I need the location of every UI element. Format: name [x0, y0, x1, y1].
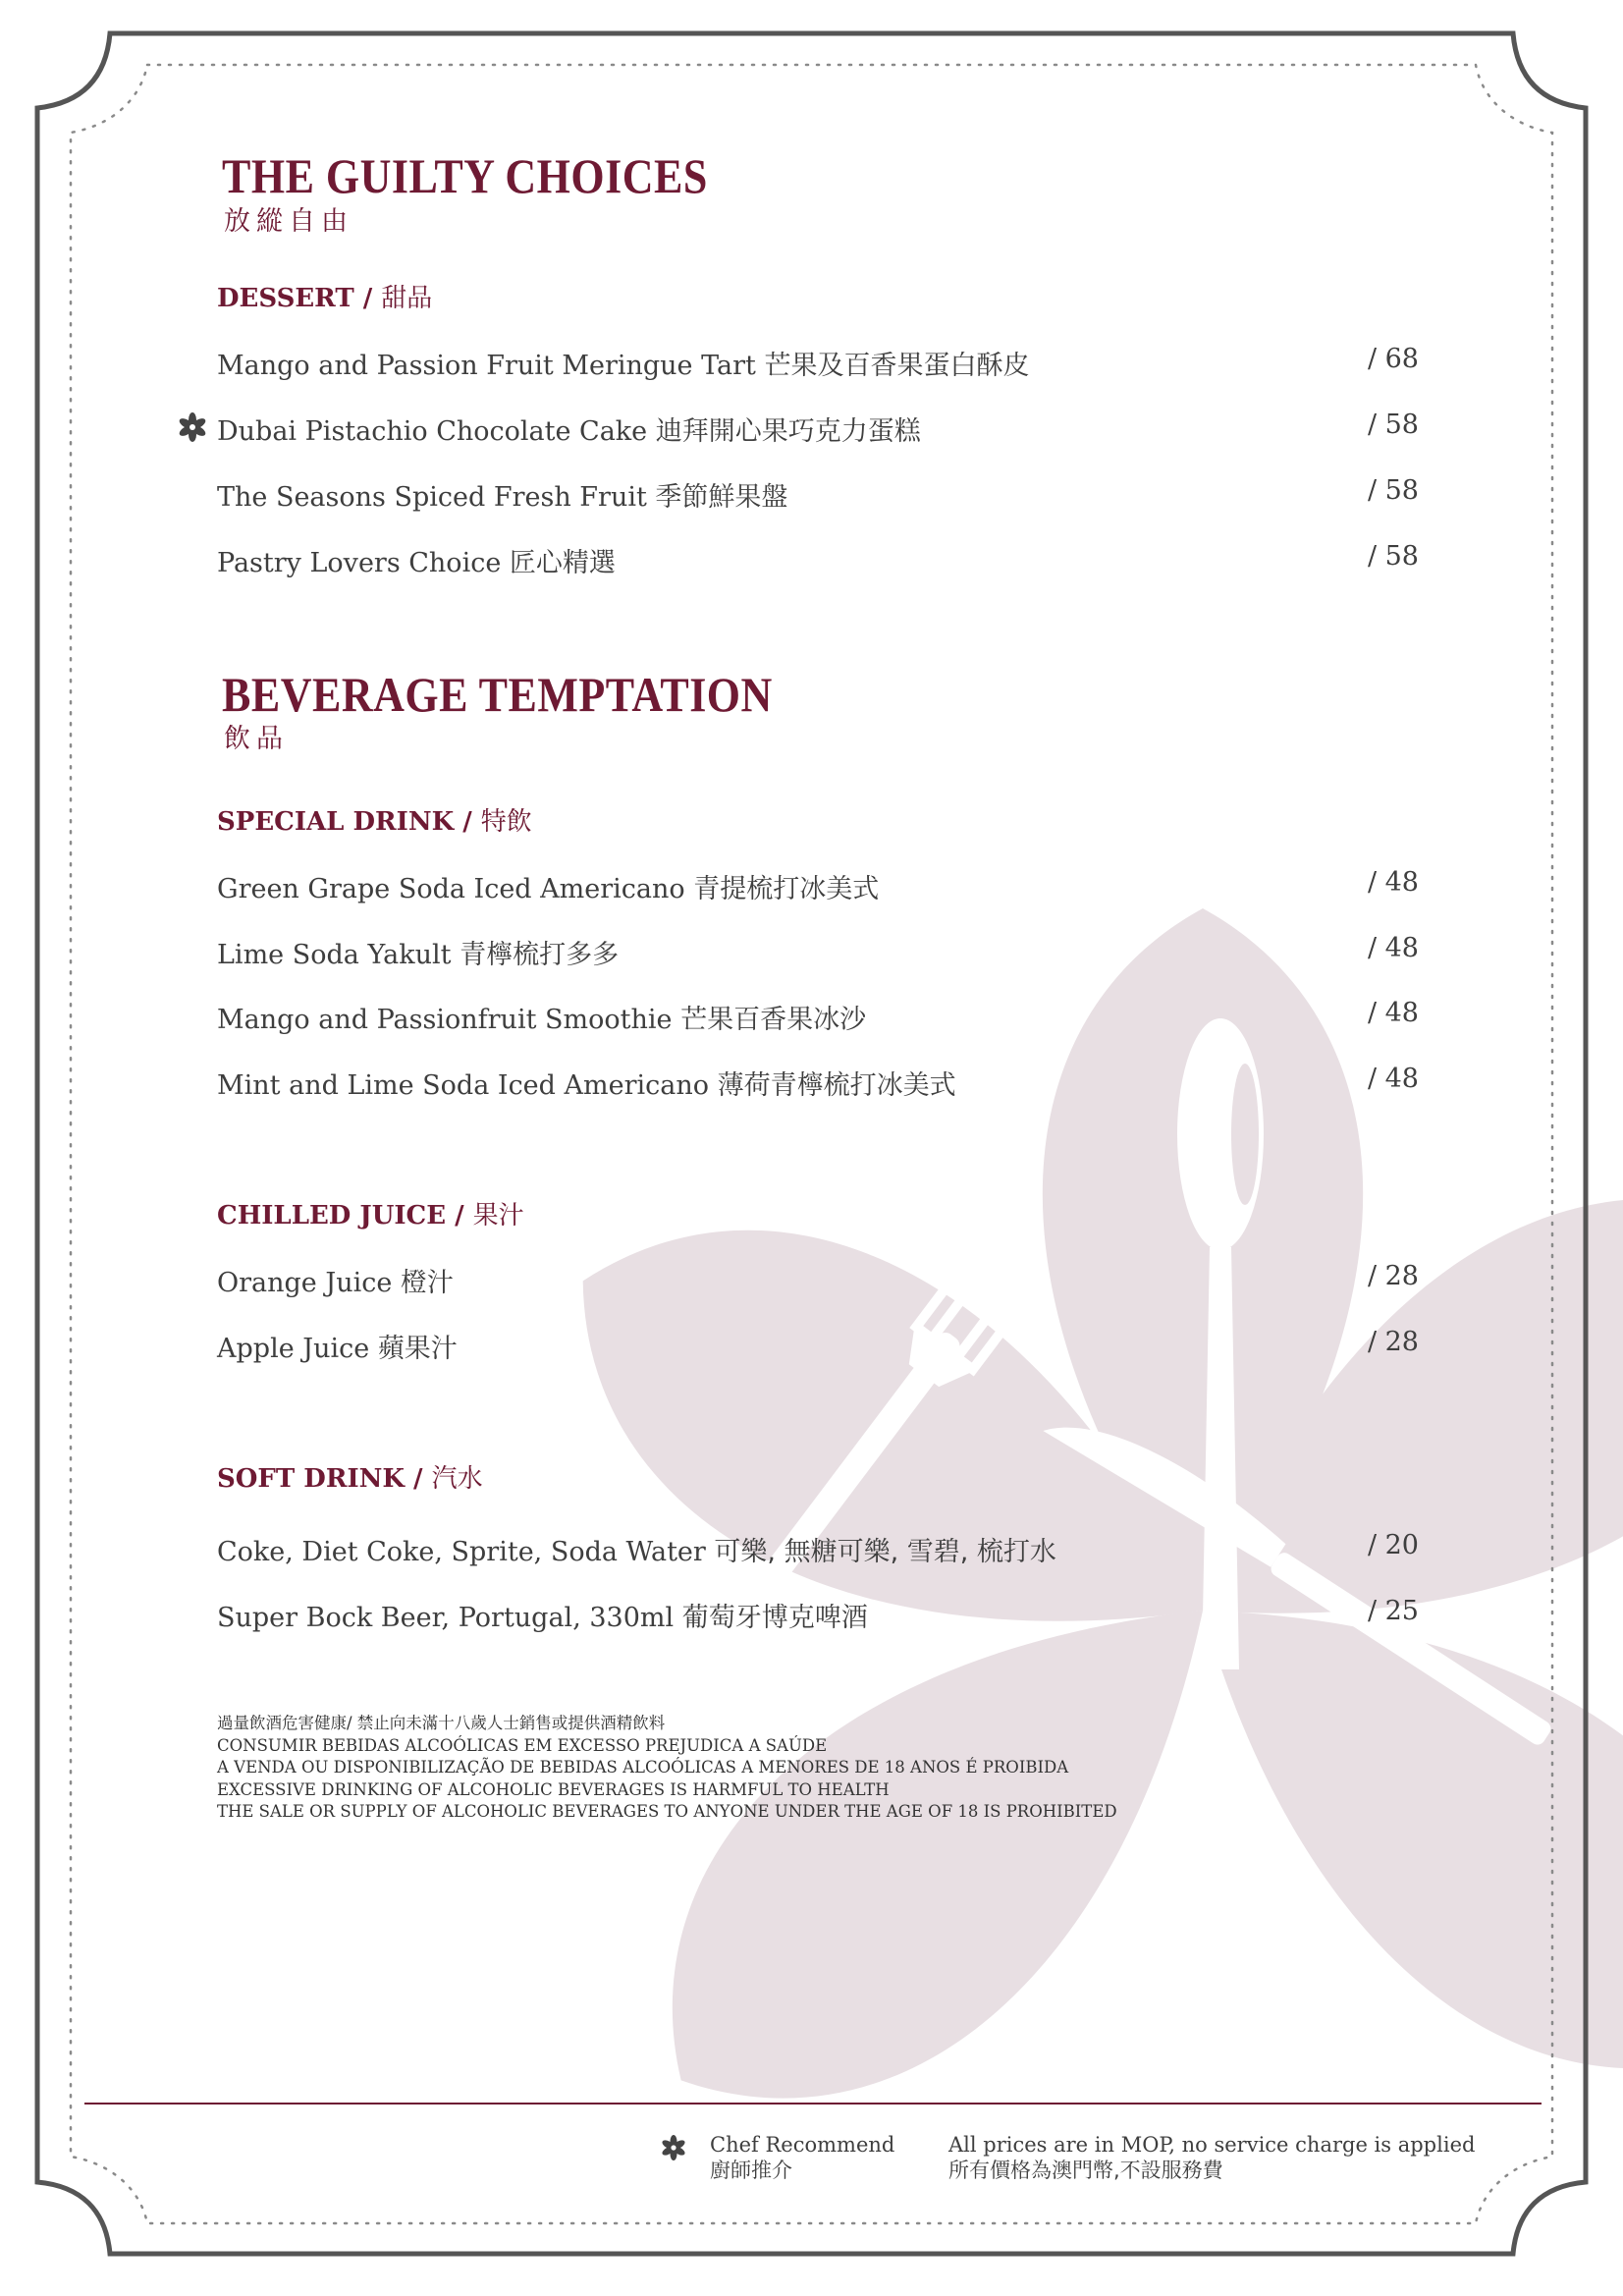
- menu-item[interactable]: [217, 1596, 1419, 1635]
- menu-item[interactable]: [217, 1530, 1419, 1569]
- item-name-zh: 青提梳打冰美式: [693, 874, 880, 904]
- item-price: / 20: [1367, 1530, 1419, 1560]
- footer-divider: [84, 2103, 1542, 2105]
- item-name-en: Orange Juice: [217, 1268, 393, 1298]
- item-name-en: Coke, Diet Coke, Sprite, Soda Water: [217, 1537, 706, 1567]
- item-name-zh: 蘋果汁: [377, 1334, 458, 1364]
- category-label-en: SOFT DRINK /: [217, 1464, 423, 1494]
- item-name-zh: 芒果百香果冰沙: [680, 1005, 867, 1035]
- section-subtitle-beverage-temptation: 飲品: [224, 724, 289, 754]
- menu-item[interactable]: [217, 1327, 1419, 1366]
- item-price: / 25: [1367, 1596, 1419, 1626]
- item-name-en: Mint and Lime Soda Iced Americano: [217, 1070, 710, 1101]
- menu-item[interactable]: [217, 541, 1419, 580]
- chef-recommend-legend-star-icon: [661, 2135, 686, 2160]
- section-title-guilty-choices: THE GUILTY CHOICES: [222, 149, 708, 203]
- item-name-en: Pastry Lovers Choice: [217, 548, 502, 578]
- category-label-zh: 汽水: [431, 1464, 483, 1494]
- category-special-drink: [217, 801, 532, 838]
- category-label-en: DESSERT /: [217, 284, 373, 313]
- section-subtitle-guilty-choices: 放縱自由: [224, 206, 353, 237]
- price-note-en: All prices are in MOP, no service charge is applied: [948, 2133, 1476, 2157]
- item-name-zh: 迪拜開心果巧克力蛋糕: [655, 416, 921, 447]
- menu-item[interactable]: [217, 475, 1419, 515]
- item-name-zh: 葡萄牙博克啤酒: [681, 1603, 868, 1633]
- alcohol-disclaimer: [217, 1713, 1395, 1824]
- category-soft-drink: [217, 1458, 483, 1495]
- chef-recommend-legend: [710, 2132, 894, 2183]
- item-price: / 58: [1367, 410, 1419, 440]
- menu-item[interactable]: [217, 998, 1419, 1037]
- item-name-en: Super Bock Beer, Portugal, 330ml: [217, 1603, 675, 1633]
- category-label-zh: 果汁: [472, 1201, 524, 1230]
- menu-item[interactable]: [217, 1261, 1419, 1300]
- item-price: / 28: [1367, 1327, 1419, 1357]
- item-name-zh: 芒果及百香果蛋白酥皮: [764, 351, 1030, 381]
- item-price: / 48: [1367, 998, 1419, 1028]
- item-price: / 48: [1367, 1064, 1419, 1094]
- disclaimer-line: A VENDA OU DISPONIBILIZAÇÃO DE BEBIDAS ALCOÓLICAS A MENORES DE 18 ANOS É PROIBIDA: [217, 1758, 1069, 1777]
- category-label-en: SPECIAL DRINK /: [217, 807, 472, 837]
- item-name-zh: 薄荷青檸梳打冰美式: [717, 1070, 956, 1101]
- item-name-zh: 青檸梳打多多: [460, 940, 620, 970]
- item-name-zh: 匠心精選: [509, 548, 616, 578]
- menu-item[interactable]: [217, 933, 1419, 972]
- item-price: / 58: [1367, 475, 1419, 506]
- legend-label-zh: 廚師推介: [710, 2159, 792, 2182]
- item-name-en: Mango and Passion Fruit Meringue Tart: [217, 351, 756, 381]
- chef-recommend-star-icon: [178, 412, 207, 442]
- item-price: / 48: [1367, 867, 1419, 898]
- category-label-zh: 甜品: [381, 284, 433, 313]
- item-name-zh: 可樂, 無糖可樂, 雪碧, 梳打水: [714, 1537, 1056, 1567]
- disclaimer-line: EXCESSIVE DRINKING OF ALCOHOLIC BEVERAGES IS HARMFUL TO HEALTH: [217, 1779, 890, 1799]
- category-label-en: CHILLED JUICE /: [217, 1201, 464, 1230]
- item-name-en: Mango and Passionfruit Smoothie: [217, 1005, 673, 1035]
- item-price: / 28: [1367, 1261, 1419, 1291]
- menu-item[interactable]: [217, 344, 1419, 383]
- category-chilled-juice: [217, 1195, 524, 1231]
- item-name-en: Dubai Pistachio Chocolate Cake: [217, 416, 648, 447]
- disclaimer-line: THE SALE OR SUPPLY OF ALCOHOLIC BEVERAGES TO ANYONE UNDER THE AGE OF 18 IS PROHIBITED: [217, 1802, 1117, 1821]
- item-name-zh: 季節鮮果盤: [655, 482, 788, 513]
- item-price: / 68: [1367, 344, 1419, 374]
- menu-item[interactable]: [217, 410, 1419, 449]
- menu-item[interactable]: [217, 867, 1419, 906]
- legend-label-en: Chef Recommend: [710, 2133, 895, 2157]
- price-note-zh: 所有價格為澳門幣,不設服務費: [948, 2159, 1223, 2182]
- menu-item[interactable]: [217, 1064, 1419, 1103]
- category-dessert: [217, 278, 432, 314]
- price-note: [948, 2132, 1475, 2183]
- item-price: / 58: [1367, 541, 1419, 572]
- disclaimer-line: 過量飲酒危害健康/ 禁止向未滿十八歲人士銷售或提供酒精飲料: [217, 1714, 666, 1732]
- item-name-en: Lime Soda Yakult: [217, 940, 452, 970]
- item-name-en: The Seasons Spiced Fresh Fruit: [217, 482, 647, 513]
- item-name-en: Green Grape Soda Iced Americano: [217, 874, 685, 904]
- category-label-zh: 特飲: [480, 807, 532, 837]
- item-name-zh: 橙汁: [400, 1268, 454, 1298]
- item-name-en: Apple Juice: [217, 1334, 370, 1364]
- item-price: / 48: [1367, 933, 1419, 963]
- disclaimer-line: CONSUMIR BEBIDAS ALCOÓLICAS EM EXCESSO PREJUDICA A SAÚDE: [217, 1735, 828, 1755]
- section-title-beverage-temptation: BEVERAGE TEMPTATION: [222, 668, 773, 722]
